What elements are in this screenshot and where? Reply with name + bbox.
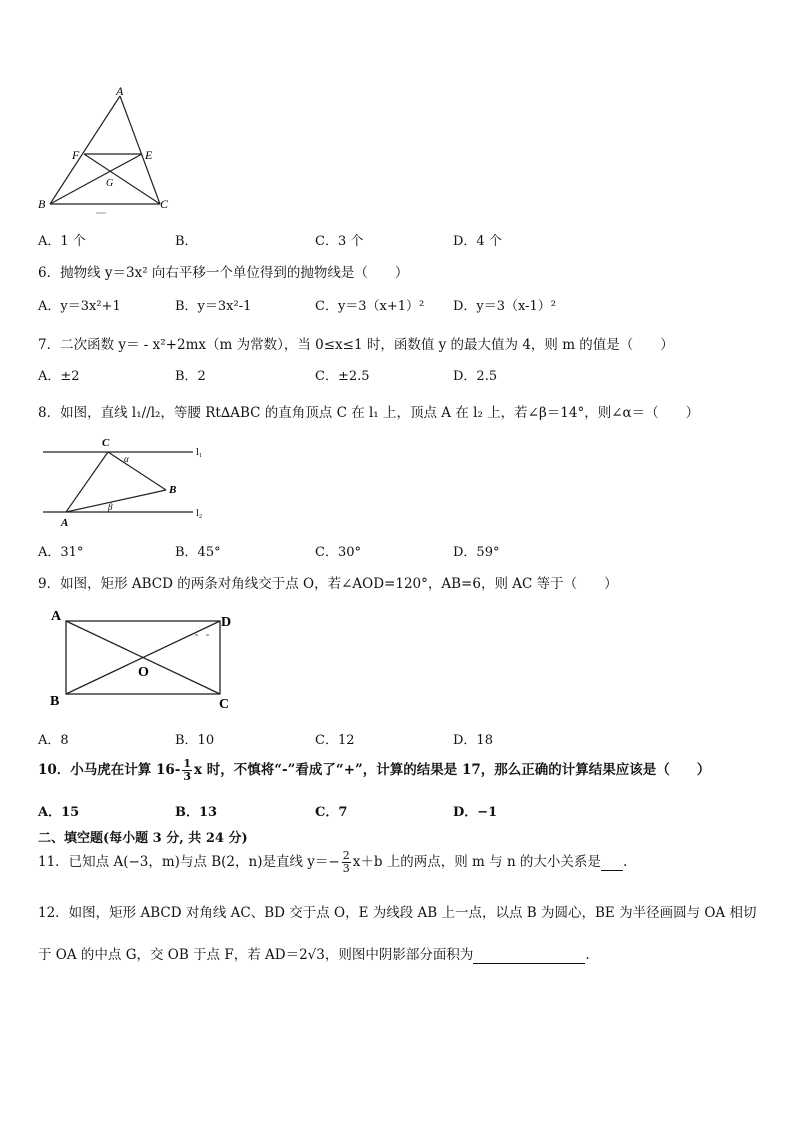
- q10-fraction: [182, 758, 192, 783]
- q11-question: [38, 850, 627, 875]
- q11-answer-blank[interactable]: [601, 854, 623, 871]
- q5-option-d[interactable]: D．4 个: [453, 234, 502, 249]
- label-f: F: [72, 148, 80, 162]
- q12-question-line2: [38, 943, 590, 964]
- label-d: D: [221, 615, 232, 630]
- q9-question: 9．如图，矩形 ABCD 的两条对角线交于点 O，若∠AOD=120°，AB=6，则 AC 等于（ ）: [38, 576, 618, 592]
- section-title: 二、填空题(每小题 3 分, 共 24 分): [38, 831, 248, 846]
- q10-frac-num: 1: [183, 757, 192, 770]
- q9-option-a[interactable]: A．8: [38, 733, 69, 748]
- q9-option-b[interactable]: B．10: [175, 733, 215, 748]
- q6-option-a[interactable]: A．y＝3x²+1: [38, 299, 121, 314]
- q12-question-line1: 12．如图，矩形 ABCD 对角线 AC、BD 交于点 O，E 为线段 AB 上一点，以点 B 为圆心，BE 为半径画圆与 OA 相切: [38, 905, 757, 921]
- q10-option-b[interactable]: B．13: [175, 805, 218, 820]
- q12-text-end: .: [585, 947, 590, 963]
- q10-question: [38, 758, 710, 783]
- q5-option-b[interactable]: B．: [175, 234, 198, 249]
- label-b: B: [38, 197, 46, 211]
- q8-option-a[interactable]: A．31°: [38, 545, 84, 560]
- label-a: A: [51, 609, 62, 624]
- q10-text-pre: 10．小马虎在计算 16-: [38, 762, 181, 778]
- q7-option-d[interactable]: D．2.5: [453, 369, 498, 384]
- q11-text-end: .: [622, 854, 628, 870]
- q10-option-a[interactable]: A．15: [38, 805, 80, 820]
- q12-text: 于 OA 的中点 G，交 OB 于点 F，若 AD＝2√3，则图中阴影部分面积为: [38, 947, 474, 963]
- q11-text-pre: 11．已知点 A(−3，m)与点 B(2，n)是直线 y＝−: [38, 854, 340, 870]
- q10-text-post: x 时，不慎将“-”看成了“+”，计算的结果是 17，那么正确的计算结果应该是（ ）: [194, 762, 711, 778]
- q8-option-d[interactable]: D．59°: [453, 545, 500, 560]
- label-c: C: [219, 697, 230, 712]
- q12-answer-blank[interactable]: [473, 947, 585, 964]
- q8-question: 8．如图，直线 l₁//l₂，等腰 Rt∆ABC 的直角顶点 C 在 l₁ 上，顶点 A 在 l₂ 上，若∠β＝14°，则∠α＝（ ）: [38, 405, 700, 421]
- q8-option-c[interactable]: C．30°: [315, 545, 361, 560]
- q8-option-b[interactable]: B．45°: [175, 545, 221, 560]
- label-a: A: [61, 517, 69, 529]
- q6-option-d[interactable]: D．y＝3（x-1）²: [453, 299, 557, 314]
- q5-option-c[interactable]: C．3 个: [315, 234, 364, 249]
- label-b: B: [50, 694, 60, 709]
- q11-frac-num: 2: [342, 849, 350, 862]
- q6-question: 6．抛物线 y＝3x² 向右平移一个单位得到的抛物线是（ ）: [38, 265, 409, 281]
- q10-option-c[interactable]: C．7: [315, 805, 348, 820]
- q7-option-a[interactable]: A．±2: [38, 369, 80, 384]
- q11-text-post: x＋b 上的两点，则 m 与 n 的大小关系是: [352, 854, 601, 870]
- q9-option-d[interactable]: D．18: [453, 733, 493, 748]
- q7-option-c[interactable]: C．±2.5: [315, 369, 370, 384]
- label-a: A: [116, 84, 124, 98]
- figure-rectangle-abcd: [40, 604, 250, 716]
- q11-frac-den: 3: [342, 862, 350, 875]
- label-c: C: [102, 437, 110, 449]
- label-b: B: [169, 484, 177, 496]
- label-l1: l₁: [196, 447, 203, 458]
- label-o: O: [138, 665, 149, 680]
- label-c: C: [160, 197, 169, 211]
- label-g: G: [106, 178, 114, 189]
- label-l2: l₂: [196, 508, 203, 519]
- figure-parallel-lines: [38, 432, 218, 532]
- q10-frac-den: 3: [183, 770, 192, 783]
- q7-option-b[interactable]: B．2: [175, 369, 206, 384]
- q7-question: 7．二次函数 y＝ - x²+2mx（m 为常数），当 0≤x≤1 时，函数值 y 的最大值为 4，则 m 的值是（ ）: [38, 337, 674, 353]
- label-alpha: α: [124, 454, 129, 464]
- figure-triangle-abc: [30, 82, 190, 222]
- label-beta: β: [108, 502, 113, 512]
- q9-option-c[interactable]: C．12: [315, 733, 355, 748]
- q6-option-b[interactable]: B．y＝3x²-1: [175, 299, 252, 314]
- q11-fraction: [342, 850, 351, 875]
- label-e: E: [145, 148, 153, 162]
- q6-option-c[interactable]: C．y＝3（x+1）²: [315, 299, 425, 314]
- q10-option-d[interactable]: D．−1: [453, 805, 498, 820]
- q5-option-a[interactable]: A．1 个: [38, 234, 86, 249]
